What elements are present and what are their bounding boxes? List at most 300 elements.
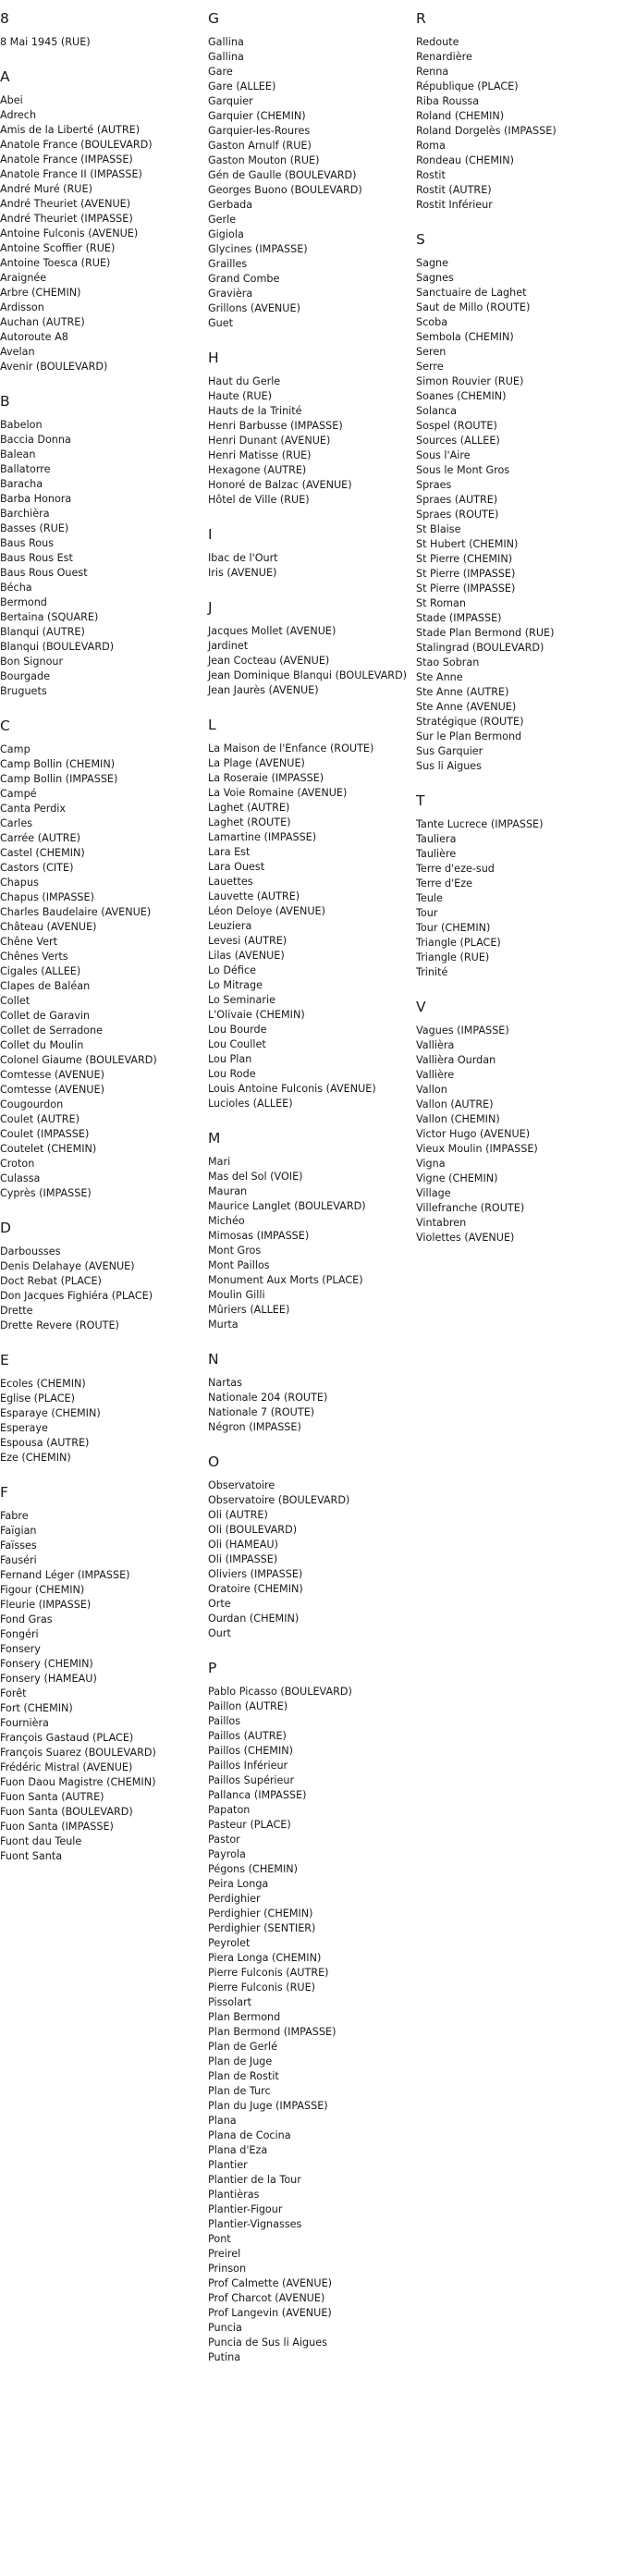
street-name: Balean [0,448,36,460]
section-letter-heading: V [416,999,426,1015]
street-name: Lilas (AVENUE) [208,950,285,962]
street-name: Plantier de la Tour [208,2174,301,2186]
street-name: République (PLACE) [416,80,519,92]
street-name: Nartas [208,1377,242,1389]
street-name: Redoute [416,36,459,48]
street-name: Louis Antoine Fulconis (AVENUE) [208,1083,376,1095]
street-name: Simon Rouvier (RUE) [416,375,524,387]
street-name: Pablo Picasso (BOULEVARD) [208,1686,352,1698]
street-name: Mari [208,1156,231,1168]
street-name: Papaton [208,1804,251,1816]
street-name: Terre d'eze-sud [416,863,495,875]
street-name: Jardinet [208,640,249,652]
street-name: Cigales (ALLEE) [0,965,81,977]
street-name: Henri Dunant (AVENUE) [208,435,331,447]
street-name: Lou Plan [208,1053,252,1065]
street-name: Plan Bermond (IMPASSE) [208,2026,336,2038]
street-name: Serre [416,361,444,373]
street-name: Lo Défice [208,964,257,976]
street-name: Victor Hugo (AVENUE) [416,1128,531,1140]
street-name: Gare (ALLEE) [208,80,276,92]
street-name: Carrée (AUTRE) [0,832,80,844]
street-name: Plantièras [208,2189,260,2201]
street-name: Villefranche (ROUTE) [416,1202,525,1214]
street-name: Fuont dau Teule [0,1835,82,1847]
street-name: Camp Bollin (CHEMIN) [0,758,116,770]
street-name: Bruguets [0,685,47,697]
street-name: Cyprès (IMPASSE) [0,1187,92,1199]
street-name: Drette [0,1305,33,1317]
street-name: Coulet (AUTRE) [0,1113,80,1125]
street-name: Fleurie (IMPASSE) [0,1599,92,1611]
street-name: Basses (RUE) [0,522,69,534]
street-name: Rostit [416,169,446,181]
street-name: Plan du Juge (IMPASSE) [208,2100,328,2112]
street-name: Mont Gros [208,1245,262,1257]
street-name: Preirel [208,2248,241,2260]
street-name: Monument Aux Morts (PLACE) [208,1274,363,1286]
street-name: Chapus (IMPASSE) [0,891,94,903]
section-letter-heading: G [208,10,220,27]
street-name: Jean Cocteau (AVENUE) [208,655,330,667]
section-letter-heading: F [0,1484,8,1501]
street-name: Vallièra Ourdan [416,1054,496,1066]
street-name: André Muré (RUE) [0,183,92,195]
street-name: Sus li Aigues [416,760,483,772]
street-name: Garquier [208,95,253,107]
street-name: Haute (RUE) [208,390,272,402]
section-letter-heading: P [208,1660,217,1676]
street-name: Espousa (AUTRE) [0,1437,90,1449]
street-name: Mas del Sol (VOIE) [208,1171,303,1183]
street-name: Nationale 7 (ROUTE) [208,1406,315,1418]
section-letter-heading: R [416,10,426,27]
street-name: Plana d'Eza [208,2144,268,2156]
street-name: Fuon Santa (IMPASSE) [0,1821,114,1833]
street-name: Observatoire [208,1479,275,1491]
street-name: Laghet (AUTRE) [208,802,290,814]
street-name: Baus Rous Ouest [0,567,88,579]
street-name: Fuont Santa [0,1850,63,1862]
street-name: Moulin Gilli [208,1289,265,1301]
street-name: Antoine Scoffier (RUE) [0,242,116,254]
street-list [0,418,202,699]
street-list [208,624,410,698]
section-letter-heading: J [208,599,213,616]
street-name: Ardisson [0,301,44,313]
street-name: Levesi (AUTRE) [208,935,288,947]
street-name: Jean Dominique Blanqui (BOULEVARD) [208,669,408,681]
street-name: Perdighier (SENTIER) [208,1922,316,1934]
street-list [208,1155,410,1332]
letter-section [208,1350,410,1435]
street-name: Fonsery [0,1643,41,1655]
section-letter-heading: A [0,68,10,85]
street-name: Tauliera [416,833,457,845]
street-name: Abei [0,94,23,106]
street-name: Paillos (CHEMIN) [208,1745,293,1757]
street-name: Hexagone (AUTRE) [208,464,307,476]
street-name: Barba Honora [0,493,72,505]
letter-section [208,1659,410,2365]
street-name: Comtesse (AVENUE) [0,1069,104,1081]
street-name: Chapus [0,877,39,889]
street-name: Spraes [416,479,452,491]
street-name: Vieux Moulin (IMPASSE) [416,1143,538,1155]
street-name: Faïsses [0,1539,37,1552]
letter-section [208,1129,410,1332]
letter-section [0,1351,202,1466]
street-name: Pierre Fulconis (AUTRE) [208,1967,329,1979]
street-list [208,551,410,581]
letter-section [208,9,410,331]
street-name: Seren [416,346,447,358]
street-name: Charles Baudelaire (AVENUE) [0,906,152,918]
street-name: Cougourdon [0,1098,64,1110]
street-name: Esperaye [0,1422,48,1434]
street-name: Bertaina (SQUARE) [0,611,99,623]
street-name: Ibac de l'Ourt [208,552,278,564]
street-name: Gallina [208,36,244,48]
street-name: Plantier-Vignasses [208,2218,302,2230]
letter-section [0,67,202,374]
street-name: Bécha [0,582,32,594]
letter-section [208,1453,410,1641]
street-name: Renardière [416,51,472,63]
street-name: Oliviers (IMPASSE) [208,1568,303,1580]
street-name: Pasteur (PLACE) [208,1819,291,1831]
street-name: Stratégique (ROUTE) [416,716,524,728]
street-name: Lou Rode [208,1068,256,1080]
street-name: Camp Bollin (IMPASSE) [0,773,118,785]
street-name: Lamartine (IMPASSE) [208,831,317,843]
street-name: Anatole France II (IMPASSE) [0,168,142,180]
street-name: Vallon (CHEMIN) [416,1113,500,1125]
street-name: Oli (BOULEVARD) [208,1524,298,1536]
street-name: Garquier-les-Roures [208,125,311,137]
street-name: Sanctuaire de Laghet [416,287,527,299]
section-letter-heading: D [0,1220,11,1236]
street-name: Fuon Santa (AUTRE) [0,1791,104,1803]
street-name: Vigne (CHEMIN) [416,1172,498,1184]
street-name: Village [416,1187,451,1199]
street-name: Croton [0,1158,35,1170]
street-name: Riba Roussa [416,95,480,107]
street-index-column-3 [416,9,618,1263]
street-name: Carles [0,817,33,829]
street-name: Gén de Gaulle (BOULEVARD) [208,169,357,181]
street-name: Gerle [208,214,237,226]
street-name: Lo Seminarie [208,994,275,1006]
street-name: Darbousses [0,1245,61,1257]
street-name: Fond Gras [0,1613,53,1625]
street-name: Lauettes [208,876,253,888]
street-name: Faïgian [0,1525,37,1537]
street-name: Vallièra [416,1039,455,1051]
street-name: Fuon Daou Magistre (CHEMIN) [0,1776,156,1788]
street-name: Castors (CITE) [0,862,74,874]
letter-section [0,717,202,1201]
street-name: Fonsery (HAMEAU) [0,1673,97,1685]
street-name: Violettes (AVENUE) [416,1232,515,1244]
street-name: Sagne [416,257,449,269]
street-name: Sus Garquier [416,745,483,757]
street-name: St Blaise [416,523,461,535]
street-name: Jacques Mollet (AVENUE) [208,625,336,637]
letter-section [416,998,618,1245]
street-list [208,1376,410,1435]
street-name: Taulière [416,848,457,860]
street-name: Château (AVENUE) [0,921,97,933]
street-name: Vigna [416,1158,446,1170]
street-name: St Pierre (CHEMIN) [416,553,513,565]
street-name: Peyrolet [208,1937,251,1949]
street-name: Avenir (BOULEVARD) [0,361,108,373]
street-name: 8 Mai 1945 (RUE) [0,36,91,48]
street-name: Ballatorre [0,463,51,475]
street-name: Chênes Verts [0,951,68,963]
street-name: Rostit Inférieur [416,199,493,211]
street-name: La Roseraie (IMPASSE) [208,772,324,784]
section-letter-heading: N [208,1351,219,1368]
street-name: Sources (ALLEE) [416,435,500,447]
section-letter-heading: O [208,1454,220,1470]
street-name: Puncia [208,2322,242,2334]
street-name: Avelan [0,346,35,358]
street-name: Vintabren [416,1217,467,1229]
street-name: Eze (CHEMIN) [0,1452,71,1464]
street-name: Puncia de Sus li Aigues [208,2337,327,2349]
street-name: Vallière [416,1069,455,1081]
street-name: Nationale 204 (ROUTE) [208,1392,328,1404]
street-name: Orte [208,1598,231,1610]
street-list [0,1509,202,1864]
street-name: Oli (IMPASSE) [208,1553,278,1565]
street-name: Guet [208,317,234,329]
street-name: Ourdan (CHEMIN) [208,1613,300,1625]
street-name: Négron (IMPASSE) [208,1421,301,1433]
street-name: Prinson [208,2263,247,2275]
section-letter-heading: E [0,1352,9,1368]
street-name: Anatole France (IMPASSE) [0,153,133,166]
street-name: Gerbada [208,199,253,211]
street-name: Stao Sobran [416,656,480,669]
street-name: Terre d'Eze [416,877,473,889]
street-name: Henri Matisse (RUE) [208,449,312,461]
street-name: Collet de Serradone [0,1024,104,1037]
street-name: Gare [208,66,233,78]
street-name: Plan de Gerlé [208,2041,278,2053]
letter-section [0,9,202,50]
street-name: Antoine Toesca (RUE) [0,257,111,269]
street-name: Doct Rebat (PLACE) [0,1275,102,1287]
street-name: Oratoire (CHEMIN) [208,1583,303,1595]
street-name: André Theuriet (AVENUE) [0,198,131,210]
street-name: Pont [208,2233,231,2245]
street-name: Roland (CHEMIN) [416,110,505,122]
street-name: Saut de Millo (ROUTE) [416,301,531,313]
street-name: Bermond [0,596,47,608]
letter-section [416,791,618,980]
street-name: La Voie Romaine (AVENUE) [208,787,348,799]
street-name: Blanqui (AUTRE) [0,626,85,638]
section-letter-heading: T [416,792,425,809]
street-name: Ourt [208,1627,231,1639]
street-name: Ste Anne [416,671,463,683]
street-name: Don Jacques Fighiéra (PLACE) [0,1290,153,1302]
letter-section [0,392,202,699]
street-list [0,1377,202,1466]
street-name: Scoba [416,316,448,328]
street-name: François Gastaud (PLACE) [0,1732,134,1744]
letter-section [416,9,618,213]
street-name: Perdighier [208,1893,261,1905]
street-name: Leuziera [208,920,252,932]
street-name: François Suarez (BOULEVARD) [0,1747,156,1759]
street-name: St Hubert (CHEMIN) [416,538,519,550]
street-name: Paillos (AUTRE) [208,1730,287,1742]
street-name: Prof Langevin (AVENUE) [208,2307,332,2319]
street-name: Coutelet (CHEMIN) [0,1143,97,1155]
street-name: Coulet (IMPASSE) [0,1128,90,1140]
street-list [416,35,618,213]
street-name: Ste Anne (AVENUE) [416,701,517,713]
street-name: Gallina [208,51,244,63]
street-name: Pissolart [208,1996,252,2008]
street-name: Tour (CHEMIN) [416,922,491,934]
street-name: Denis Delahaye (AVENUE) [0,1260,135,1272]
street-name: Sur le Plan Bermond [416,730,522,742]
street-name: Blanqui (BOULEVARD) [0,641,115,653]
street-name: Fongéri [0,1628,39,1640]
street-name: Trinité [416,966,448,978]
street-name: Fort (CHEMIN) [0,1702,73,1714]
street-list [416,1024,618,1245]
street-name: André Theuriet (IMPASSE) [0,213,133,225]
street-name: Adrech [0,109,37,121]
street-name: Georges Buono (BOULEVARD) [208,184,362,196]
street-list [208,1478,410,1641]
street-name: Plantier-Figour [208,2203,283,2215]
street-name: Collet du Moulin [0,1039,84,1051]
letter-section [208,525,410,581]
street-name: Observatoire (BOULEVARD) [208,1494,350,1506]
street-name: Gaston Arnulf (RUE) [208,140,312,152]
section-letter-heading: I [208,526,213,543]
letter-section [0,1219,202,1333]
street-name: Forêt [0,1687,27,1699]
street-name: Peira Longa [208,1878,269,1890]
street-name: Fauséri [0,1554,37,1566]
section-letter-heading: M [208,1130,221,1147]
street-name: Comtesse (AVENUE) [0,1084,104,1096]
street-name: Piera Longa (CHEMIN) [208,1952,322,1964]
street-name: Prof Calmette (AVENUE) [208,2277,333,2289]
street-name: Triangle (PLACE) [416,937,501,949]
street-name: Tour [416,907,438,919]
street-name: Fournièra [0,1717,49,1729]
street-name: Grand Combe [208,273,280,285]
street-name: Putina [208,2351,241,2363]
street-list [0,1245,202,1333]
street-name: Mont Paillos [208,1259,270,1271]
street-name: Mimosas (IMPASSE) [208,1230,310,1242]
street-name: Solanca [416,405,458,417]
street-name: Soanes (CHEMIN) [416,390,507,402]
street-name: Jean Jaurès (AVENUE) [208,684,319,696]
street-name: Henri Barbusse (IMPASSE) [208,420,343,432]
street-name: Spraes (ROUTE) [416,509,499,521]
street-name: Garquier (CHEMIN) [208,110,306,122]
street-list [208,35,410,331]
street-name: Barchièra [0,508,50,520]
street-name: L'Olivaie (CHEMIN) [208,1009,305,1021]
street-name: Roma [416,140,446,152]
street-name: Lo Mitrage [208,979,263,991]
street-name: Castel (CHEMIN) [0,847,85,859]
letter-section [0,1483,202,1864]
street-name: Baccia Donna [0,434,71,446]
street-name: Arbre (CHEMIN) [0,287,81,299]
street-name: Oli (HAMEAU) [208,1539,278,1551]
street-name: Hauts de la Trinité [208,405,302,417]
street-name: Plan de Juge [208,2055,273,2067]
street-list [0,742,202,1201]
street-name: Lara Ouest [208,861,265,873]
street-name: Pégons (CHEMIN) [208,1863,298,1875]
street-name: Bon Signour [0,656,64,668]
section-letter-heading: S [416,231,425,248]
street-name: La Plage (AVENUE) [208,757,305,769]
street-name: Triangle (RUE) [416,951,490,963]
street-name: Paillos Inférieur [208,1760,288,1772]
letter-section [208,598,410,698]
street-name: Chêne Vert [0,936,57,948]
street-name: Camp [0,743,31,755]
street-name: Baracha [0,478,43,490]
street-index-column-1 [0,9,202,1882]
street-name: Hôtel de Ville (RUE) [208,494,310,506]
section-letter-heading: C [0,718,10,734]
street-list [208,742,410,1111]
street-name: Lauvette (AUTRE) [208,890,300,902]
section-letter-heading: L [208,717,216,733]
street-list [416,256,618,774]
street-name: Vagues (IMPASSE) [416,1024,509,1037]
street-name: Spraes (AUTRE) [416,494,498,506]
street-name: Grillons (AVENUE) [208,302,300,314]
street-name: Drette Revere (ROUTE) [0,1319,119,1331]
street-name: Stade (IMPASSE) [416,612,502,624]
street-name: Sembola (CHEMIN) [416,331,514,343]
street-name: Frédéric Mistral (AVENUE) [0,1761,133,1773]
street-name: St Pierre (IMPASSE) [416,568,516,580]
street-name: St Pierre (IMPASSE) [416,583,516,595]
street-index-column-2 [208,9,410,2383]
street-name: Collet [0,995,31,1007]
street-name: Amis de la Liberté (AUTRE) [0,124,141,136]
street-name: Plan de Turc [208,2085,271,2097]
street-name: St Roman [416,597,467,609]
street-name: Vallon (AUTRE) [416,1098,494,1110]
street-list [208,1685,410,2365]
street-name: Araignée [0,272,47,284]
street-name: Rostit (AUTRE) [416,184,492,196]
street-name: Honoré de Balzac (AVENUE) [208,479,352,491]
street-list [416,817,618,980]
street-list [0,93,202,374]
street-name: Grailles [208,258,248,270]
